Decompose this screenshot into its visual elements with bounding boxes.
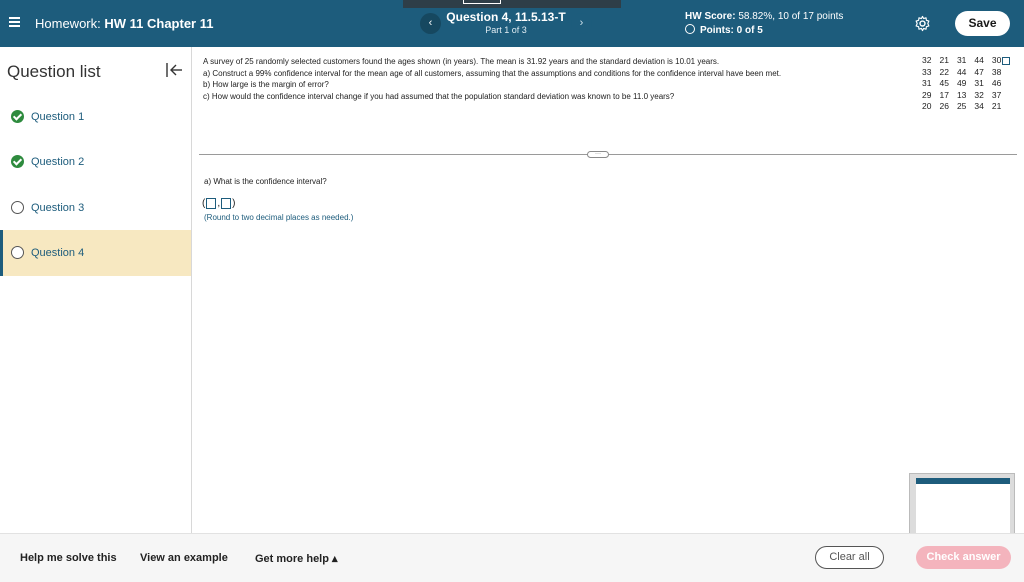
table-cell: 25	[956, 101, 967, 111]
table-cell: 32	[922, 55, 932, 65]
question-content	[192, 47, 1024, 533]
tab-marker	[403, 0, 621, 8]
top-header	[0, 0, 1024, 47]
rounding-hint: (Round to two decimal places as needed.)	[204, 213, 354, 222]
question-list-panel	[0, 47, 192, 533]
table-cell: 26	[939, 101, 949, 111]
question-item-label: Question 2	[31, 156, 85, 168]
table-cell: 38	[991, 66, 1002, 77]
sidebar-item-question-3[interactable]	[0, 185, 191, 231]
circle-incomplete-icon	[11, 246, 24, 259]
sidebar-item-question-4[interactable]	[0, 230, 191, 276]
table-cell: 17	[939, 89, 949, 100]
prev-question-button[interactable]: ‹	[420, 13, 441, 34]
copy-data-icon[interactable]	[1002, 57, 1010, 65]
question-item-label: Question 4	[31, 247, 85, 259]
menu-icon[interactable]	[9, 17, 20, 29]
table-row	[918, 78, 1005, 90]
table-cell: 45	[939, 78, 949, 88]
sub-question-a: a) What is the confidence interval?	[204, 177, 327, 186]
thumbnail-preview	[916, 478, 1010, 538]
clear-all-button[interactable]: Clear all	[815, 546, 884, 569]
sidebar-item-question-2[interactable]	[0, 139, 191, 185]
problem-line: c) How would the confidence interval change if you had assumed that the population standard deviation was known to be 11.0 years?	[203, 91, 675, 101]
open-paren: (	[202, 198, 206, 209]
points-status-icon	[685, 24, 695, 34]
resize-handle-icon[interactable]: ···	[587, 151, 609, 158]
close-paren: )	[232, 198, 236, 209]
table-cell: 29	[922, 89, 932, 100]
comma-separator: ,	[217, 198, 221, 209]
hw-score-value: 58.82%, 10 of 17 points	[738, 11, 844, 22]
thumbnail-header	[916, 478, 1010, 484]
question-item-label: Question 1	[31, 111, 85, 123]
table-cell: 32	[974, 89, 984, 100]
hw-score	[685, 11, 843, 22]
homework-title	[35, 16, 213, 31]
sidebar-item-question-1[interactable]	[0, 94, 191, 140]
table-cell: 33	[922, 66, 932, 77]
check-complete-icon	[11, 110, 24, 123]
bottom-toolbar	[0, 533, 1024, 582]
table-cell: 47	[974, 66, 984, 77]
table-row	[918, 67, 1005, 79]
help-me-solve-link[interactable]: Help me solve this	[20, 552, 117, 564]
table-cell: 49	[956, 78, 967, 88]
problem-line: A survey of 25 randomly selected customers found the ages shown (in years). The mean is 31.92 years and the standard deviation is 10.01 years.	[203, 57, 720, 66]
table-cell: 30	[991, 55, 1002, 65]
table-cell: 34	[974, 101, 984, 111]
confidence-interval-answer	[202, 198, 235, 212]
table-cell: 21	[939, 55, 949, 65]
table-cell: 31	[956, 55, 967, 65]
check-answer-button[interactable]: Check answer	[916, 546, 1011, 569]
table-cell: 22	[939, 66, 949, 77]
table-cell: 31	[922, 78, 932, 88]
table-cell: 37	[991, 89, 1002, 100]
gear-icon[interactable]	[914, 15, 931, 32]
table-cell: 46	[991, 78, 1002, 88]
next-question-button[interactable]: ›	[571, 13, 592, 34]
ages-data-table	[918, 55, 1005, 113]
table-cell: 13	[956, 89, 967, 100]
points-display	[685, 24, 763, 36]
upper-bound-input[interactable]	[221, 198, 231, 209]
problem-line: a) Construct a 99% confidence interval for the mean age of all customers, assuming that the assumptions and conditions for the confidence interval have been met.	[203, 68, 782, 78]
circle-incomplete-icon	[11, 201, 24, 214]
question-title: Question 4, 11.5.13-T	[446, 10, 566, 24]
table-cell: 44	[974, 55, 984, 65]
homework-name: HW 11 Chapter 11	[104, 16, 214, 31]
points-value: 0 of 5	[736, 25, 763, 36]
table-row	[918, 90, 1005, 102]
homework-prefix: Homework:	[35, 16, 101, 31]
points-label: Points:	[700, 25, 734, 36]
table-cell: 20	[922, 101, 932, 111]
save-button[interactable]: Save	[955, 11, 1010, 36]
table-cell: 31	[974, 78, 984, 88]
view-example-link[interactable]: View an example	[140, 552, 228, 564]
table-row	[918, 101, 1005, 113]
question-list-title: Question list	[7, 62, 101, 81]
question-item-label: Question 3	[31, 202, 85, 214]
get-more-help-link[interactable]: Get more help ▴	[255, 553, 338, 565]
check-complete-icon	[11, 155, 24, 168]
collapse-panel-icon[interactable]	[165, 62, 183, 78]
problem-line: b) How large is the margin of error?	[203, 80, 329, 89]
tab-marker-notch	[463, 0, 501, 4]
problem-statement	[203, 56, 893, 102]
table-cell: 21	[991, 101, 1002, 111]
lower-bound-input[interactable]	[206, 198, 216, 209]
table-row	[918, 55, 1005, 67]
hw-score-label: HW Score:	[685, 11, 736, 22]
table-cell: 44	[956, 66, 967, 77]
question-part: Part 1 of 3	[485, 25, 527, 35]
